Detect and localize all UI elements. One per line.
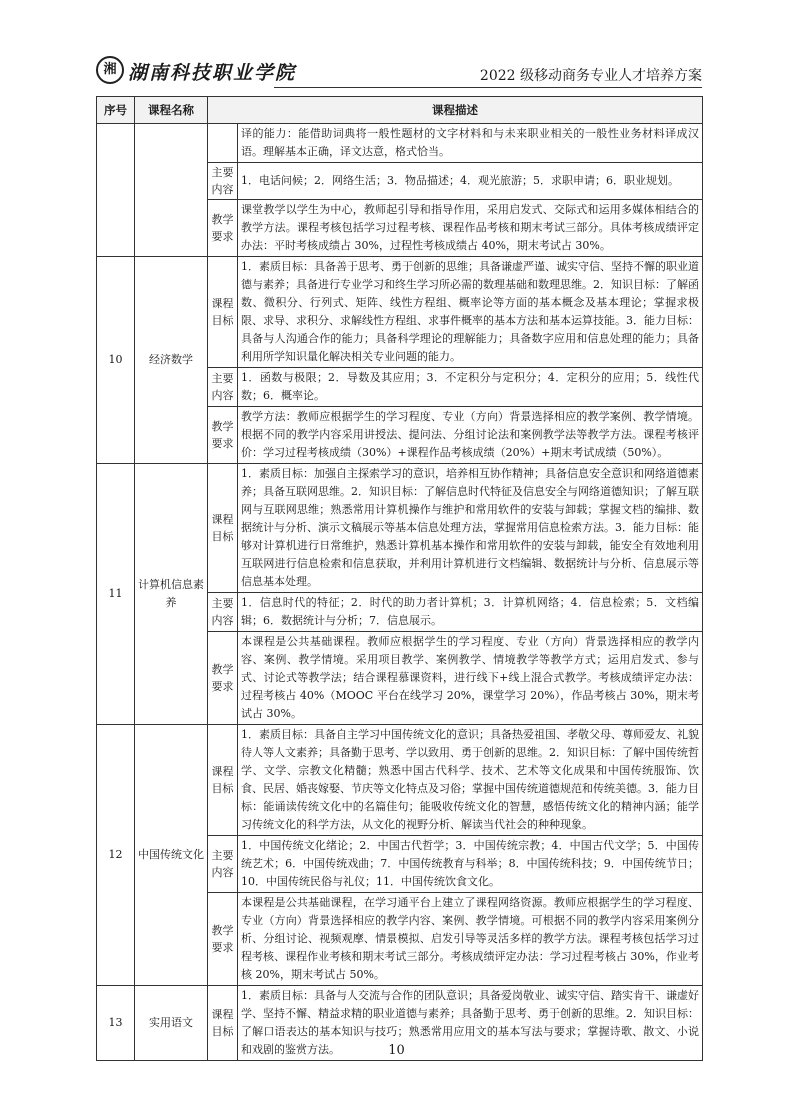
table-row <box>97 257 703 368</box>
course-number-cell: 12 <box>97 725 135 986</box>
desc-cell: 本课程是公共基础课程，在学习通平台上建立了课程网络资源。教师应根据学生的学习程度、专业（方向）背景选择相应的教学内容、案例、教学情境。可根据不同的教学内容采用案例分析、分组讨论、视频观摩、情景模拟、启发引导等灵活多样的教学方法。课程考核包括学习过程考核、课程作业考核和期末考试三部分。考核成绩评定办法：学习过程考核占 30%，作业考核 20%，期末考试占 50%。 <box>238 893 703 986</box>
row-label: 主要内容 <box>208 836 238 893</box>
row-label: 教学要求 <box>208 893 238 986</box>
row-label <box>208 124 238 163</box>
course-name-cell: 经济数学 <box>135 257 208 464</box>
table-header-row <box>97 97 703 124</box>
course-number-cell: 11 <box>97 464 135 725</box>
desc-cell: 1．素质目标：具备自主学习中国传统文化的意识；具备热爱祖国、孝敬父母、尊师爱友、礼貌待人等人文素养；具备勤于思考、学以致用、勇于创新的思维。2．知识目标：了解中国传统哲学、文学、宗教文化精髓；熟悉中国古代科学、技术、艺术等文化成果和中国传统服饰、饮食、民居、婚丧嫁娶、节庆等文化特点及习俗；掌握中国传统道德规范和传统美德。3．能力目标：能诵读传统文化中的名篇佳句；能吸收传统文化的智慧，感悟传统文化的精神内涵；能学习传统文化的科学方法，从文化的视野分析、解读当代社会的种种现象。 <box>238 725 703 836</box>
row-label: 课程目标 <box>208 725 238 836</box>
desc-cell: 1．信息时代的特征；2．时代的助力者计算机；3．计算机网络；4．信息检索；5．文档编辑；6．数据统计与分析；7．信息展示。 <box>238 593 703 632</box>
school-logo-icon: 湘 <box>96 56 124 84</box>
header-name: 课程名称 <box>135 97 208 124</box>
row-label: 教学要求 <box>208 632 238 725</box>
header-num: 序号 <box>97 97 135 124</box>
course-name-cell: 中国传统文化 <box>135 725 208 986</box>
course-number-cell: 10 <box>97 257 135 464</box>
row-label: 课程目标 <box>208 257 238 368</box>
desc-cell: 课堂教学以学生为中心，教师起引导和指导作用，采用启发式、交际式和运用多媒体相结合的教学方法。课程考核包括学习过程考核、课程作品考核和期末考试三部分。具体考核成绩评定办法：平时考核成绩占 30%，过程性考核成绩占 40%，期末考试占 30%。 <box>238 200 703 257</box>
course-name-cell <box>135 124 208 257</box>
desc-cell: 1．电话问候；2．网络生活；3．物品描述；4．观光旅游；5．求职申请；6．职业规划。 <box>238 163 703 200</box>
course-name-cell: 计算机信息素养 <box>135 464 208 725</box>
desc-cell: 教学方法：教师应根据学生的学习程度、专业（方向）背景选择相应的教学案例、教学情境。根据不同的教学内容采用讲授法、提问法、分组讨论法和案例教学法等教学方法。课程考核评价：学习过程考核成绩（30%）+课程作品考核成绩（20%）+期末考试成绩（50%）。 <box>238 407 703 464</box>
page-number: 10 <box>388 1043 405 1058</box>
course-table <box>96 96 703 1061</box>
row-label: 主要内容 <box>208 163 238 200</box>
header-desc: 课程描述 <box>208 97 703 124</box>
desc-cell: 1．函数与极限；2．导数及其应用；3．不定积分与定积分；4．定积分的应用；5．线性代数；6．概率论。 <box>238 368 703 407</box>
course-name-cell: 实用语文 <box>135 986 208 1061</box>
row-label: 课程目标 <box>208 464 238 593</box>
course-number-cell <box>97 124 135 257</box>
row-label: 教学要求 <box>208 407 238 464</box>
desc-cell: 译的能力：能借助词典将一般性题材的文字材料和与未来职业相关的一般性业务材料译成汉语。理解基本正确，译文达意，格式恰当。 <box>238 124 703 163</box>
row-label: 教学要求 <box>208 200 238 257</box>
header-rule <box>274 87 702 88</box>
desc-cell: 本课程是公共基础课程。教师应根据学生的学习程度、专业（方向）背景选择相应的教学内容、案例、教学情境。采用项目教学、案例教学、情境教学等教学方式；运用启发式、参与式、讨论式等教学法；结合课程慕课资料，进行线下+线上混合式教学。考核成绩评定办法：过程考核占 40%（MOOC 平台在线学习 20%，课堂学习 20%），作品考核占 30%，期末考试占 30%。 <box>238 632 703 725</box>
table-row <box>97 464 703 593</box>
row-label: 主要内容 <box>208 593 238 632</box>
row-label: 课程目标 <box>208 986 238 1061</box>
table-row <box>97 725 703 836</box>
course-number-cell: 13 <box>97 986 135 1061</box>
page-header <box>96 56 702 88</box>
row-label: 主要内容 <box>208 368 238 407</box>
desc-cell: 1．中国传统文化绪论；2．中国古代哲学；3．中国传统宗教；4．中国古代文学；5．中国传统艺术；6．中国传统戏曲；7．中国传统教育与科举；8．中国传统科技；9．中国传统节日；10．中国传统民俗与礼仪；11．中国传统饮食文化。 <box>238 836 703 893</box>
table-row <box>97 124 703 163</box>
document-title: 2022 级移动商务专业人才培养方案 <box>479 68 702 84</box>
desc-cell: 1．素质目标：加强自主探索学习的意识，培养相互协作精神；具备信息安全意识和网络道德素养；具备互联网思维。2．知识目标：了解信息时代特征及信息安全与网络道德知识；了解互联网与互联网思维；熟悉常用计算机操作与维护和常用软件的安装与卸载；掌握文档的编排、数据统计与分析、演示文稿展示等基本信息处理方法，掌握常用信息检索方法。3．能力目标：能够对计算机进行日常维护，熟悉计算机基本操作和常用软件的安装与卸载，能安全有效地利用互联网进行信息检索和信息获取，并利用计算机进行文档编辑、数据统计与分析、信息展示等信息基本处理。 <box>238 464 703 593</box>
desc-cell: 1．素质目标：具备善于思考、勇于创新的思维；具备谦虚严谨、诚实守信、坚持不懈的职业道德与素养；具备进行专业学习和终生学习所必需的数理基础和数理思维。2．知识目标：了解函数、微积分、行列式、矩阵、线性方程组、概率论等方面的基本概念及基本理论；掌握求极限、求导、求积分、求解线性方程组、求事件概率的基本方法和基本运算技能。3．能力目标：具备与人沟通合作的能力；具备科学理论的理解能力；具备数字应用和信息处理的能力；具备利用所学知识量化解决相关专业问题的能力。 <box>238 257 703 368</box>
desc-cell: 1．素质目标：具备与人交流与合作的团队意识；具备爱岗敬业、诚实守信、踏实肯干、谦虚好学、坚持不懈、精益求精的职业道德与素养；具备勤于思考、勇于创新的思维。2．知识目标：了解口语表达的基本知识与技巧；熟悉常用应用文的基本写法与要求；掌握诗歌、散文、小说和戏剧的鉴赏方法。 <box>238 986 703 1061</box>
school-name: 湖南科技职业学院 <box>128 62 297 84</box>
